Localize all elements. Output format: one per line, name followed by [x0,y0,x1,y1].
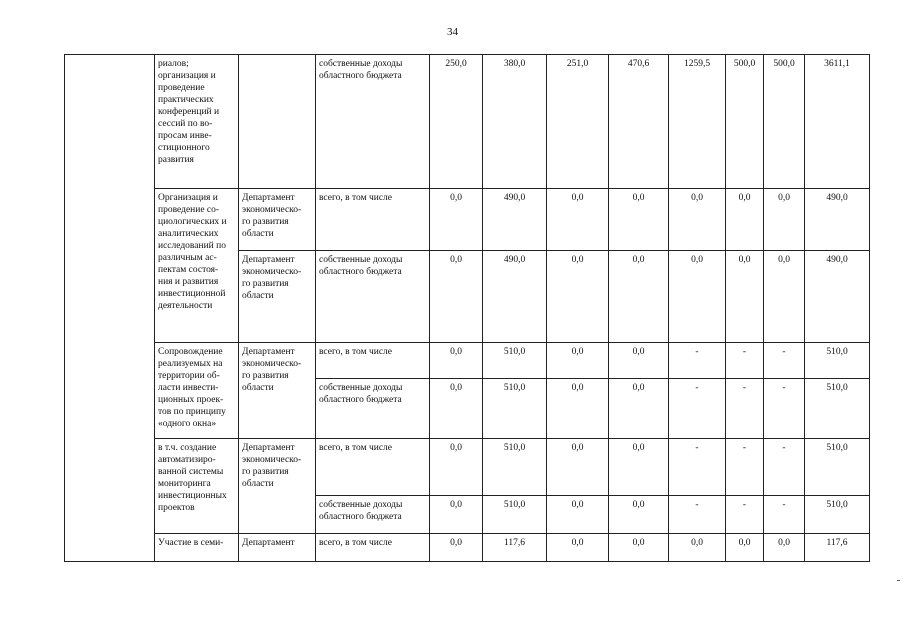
value-cell: 510,0 [805,343,870,379]
funding-source-cell: всего, в том числе [316,189,430,251]
value-cell: 0,0 [430,439,483,496]
value-cell: 380,0 [483,55,547,189]
value-cell: 0,0 [669,251,726,343]
value-cell: 470,6 [609,55,669,189]
value-cell: 1259,5 [669,55,726,189]
executor-cell: Департамент [239,534,316,562]
value-cell: - [726,496,764,534]
value-cell: 0,0 [764,251,805,343]
value-cell: 117,6 [483,534,547,562]
value-cell: 0,0 [430,251,483,343]
value-cell: 0,0 [726,189,764,251]
value-cell: 0,0 [547,379,609,439]
value-cell: 510,0 [805,379,870,439]
budget-table [64,54,870,562]
value-cell: 510,0 [483,343,547,379]
page-number: 34 [447,26,458,38]
value-cell: 251,0 [547,55,609,189]
funding-source-cell: собственные доходы областного бюджета [316,55,430,189]
executor-cell: Департамент экономическо- го развития области [239,251,316,343]
value-cell: 490,0 [483,251,547,343]
value-cell: 510,0 [483,496,547,534]
table-row [65,534,870,562]
value-cell: 510,0 [483,439,547,496]
value-cell: 0,0 [609,251,669,343]
value-cell: 0,0 [430,343,483,379]
funding-source-cell: собственные доходы областного бюджета [316,496,430,534]
value-cell: 0,0 [764,534,805,562]
value-cell: 490,0 [805,251,870,343]
value-cell: 0,0 [547,343,609,379]
value-cell: 510,0 [483,379,547,439]
value-cell: 490,0 [805,189,870,251]
activity-cell: в т.ч. создание автоматизиро- ванной системы мониторинга инвестиционных проектов [155,439,239,534]
table-row [65,189,870,251]
value-cell: 500,0 [726,55,764,189]
value-cell: 500,0 [764,55,805,189]
value-cell: 0,0 [609,379,669,439]
value-cell: 0,0 [430,496,483,534]
funding-source-cell: всего, в том числе [316,343,430,379]
executor-cell: Департамент экономическо- го развития области [239,343,316,439]
scan-speck [897,580,900,581]
value-cell: 117,6 [805,534,870,562]
funding-source-cell: собственные доходы областного бюджета [316,251,430,343]
value-cell: - [764,496,805,534]
value-cell: - [726,379,764,439]
value-cell: 0,0 [430,534,483,562]
value-cell: 0,0 [430,379,483,439]
value-cell: - [669,439,726,496]
activity-cell: Сопровождение реализуемых на территории об- ласти инвести- ционных проек- тов по принципу «одного окна» [155,343,239,439]
funding-source-cell: всего, в том числе [316,534,430,562]
value-cell: - [764,439,805,496]
value-cell: 0,0 [609,496,669,534]
executor-cell: Департамент экономическо- го развития области [239,439,316,534]
value-cell: 0,0 [547,189,609,251]
value-cell: 0,0 [547,439,609,496]
value-cell: 0,0 [764,189,805,251]
blank-column-cell [65,55,155,562]
funding-source-cell: всего, в том числе [316,439,430,496]
value-cell: - [764,379,805,439]
table-row [65,55,870,189]
value-cell: - [726,343,764,379]
activity-cell: Организация и проведение со- циологических и аналитических исследований по различным ас- пектам состоя- ния и развития инвестиционной деятельности [155,189,239,343]
value-cell: 0,0 [609,189,669,251]
value-cell: 0,0 [547,251,609,343]
value-cell: - [726,439,764,496]
executor-cell: Департамент экономическо- го развития области [239,189,316,251]
value-cell: 0,0 [726,251,764,343]
value-cell: 510,0 [805,496,870,534]
value-cell: 0,0 [430,189,483,251]
value-cell: 250,0 [430,55,483,189]
funding-source-cell: собственные доходы областного бюджета [316,379,430,439]
value-cell: 0,0 [669,189,726,251]
executor-cell [239,55,316,189]
value-cell: - [669,343,726,379]
value-cell: 0,0 [669,534,726,562]
value-cell: - [669,379,726,439]
value-cell: 490,0 [483,189,547,251]
table-row [65,439,870,496]
value-cell: 0,0 [609,439,669,496]
value-cell: 510,0 [805,439,870,496]
value-cell: 0,0 [726,534,764,562]
value-cell: 3611,1 [805,55,870,189]
value-cell: 0,0 [609,343,669,379]
value-cell: - [764,343,805,379]
table-row [65,343,870,379]
activity-cell: риалов; организация и проведение практических конференций и сессий по во- просам инве- стиционного развития [155,55,239,189]
value-cell: 0,0 [547,534,609,562]
value-cell: 0,0 [609,534,669,562]
value-cell: 0,0 [547,496,609,534]
value-cell: - [669,496,726,534]
activity-cell: Участие в семи- [155,534,239,562]
